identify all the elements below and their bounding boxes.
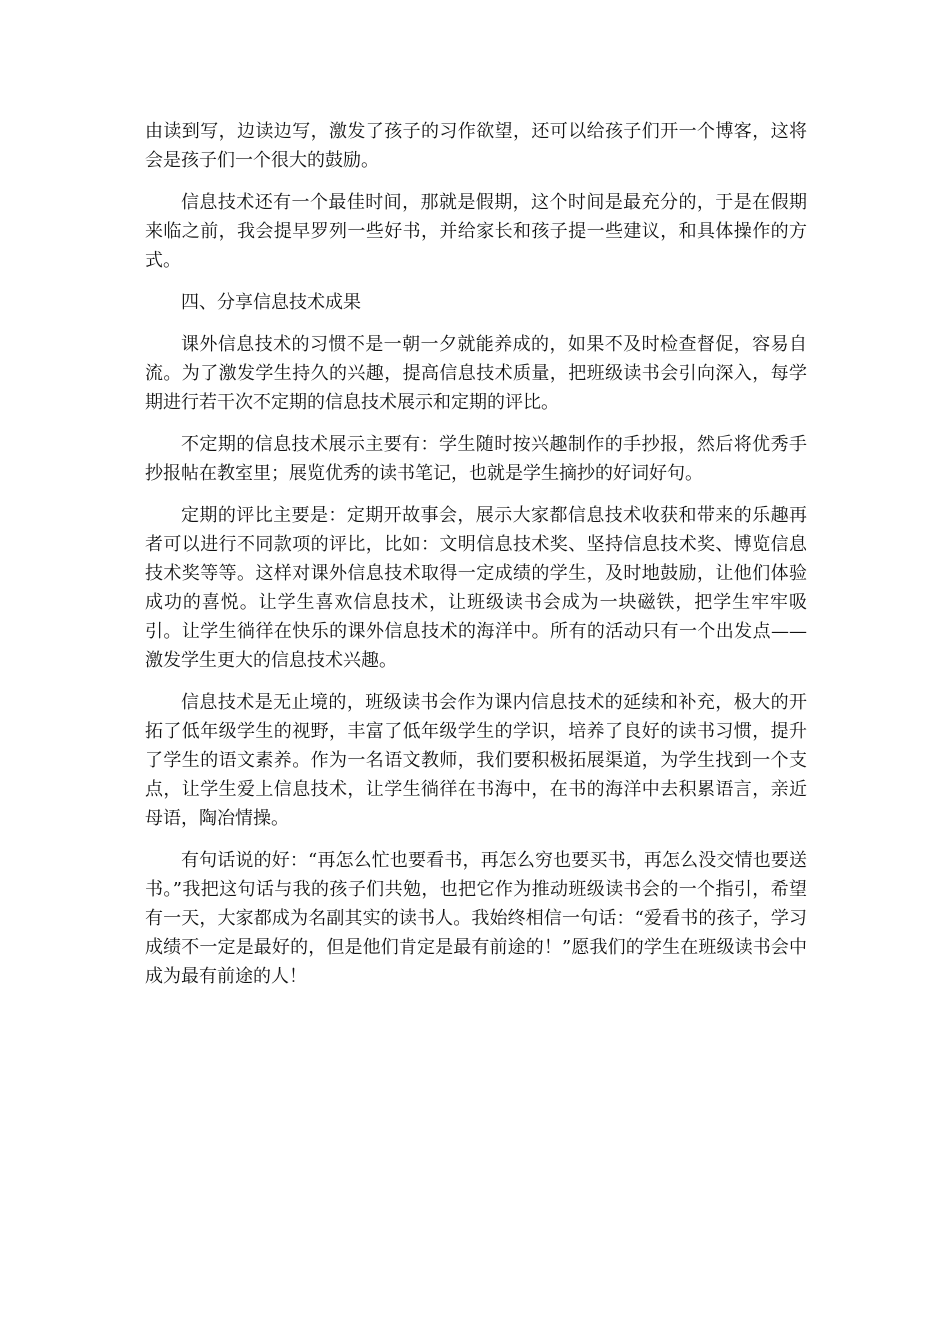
paragraph-reading-habits: 课外信息技术的习惯不是一朝一夕就能养成的，如果不及时检查督促，容易自流。为了激发学生持久的兴趣，提高信息技术质量，把班级读书会引向深入，每学期进行若干次不定期的信息技术展示和定期的评比。 xyxy=(145,334,807,413)
paragraph-continuation: 由读到写，边读边写，激发了孩子的习作欲望，还可以给孩子们开一个博客，这将会是孩子们一个很大的鼓励。 xyxy=(145,121,807,171)
paragraph-regular-evaluation: 定期的评比主要是：定期开故事会，展示大家都信息技术收获和带来的乐趣再者可以进行不同款项的评比，比如：文明信息技术奖、坚持信息技术奖、博览信息技术奖等等。这样对课外信息技术取得一定成绩的学生，及时地鼓励，让他们体验成功的喜悦。让学生喜欢信息技术，让班级读书会成为一块磁铁，把学生牢牢吸引。让学生徜徉在快乐的课外信息技术的海洋中。所有的活动只有一个出发点——激发学生更大的信息技术兴趣。 xyxy=(145,505,807,671)
paragraph-reading-endless: 信息技术是无止境的，班级读书会作为课内信息技术的延续和补充，极大的开拓了低年级学生的视野，丰富了低年级学生的学识，培养了良好的读书习惯，提升了学生的语文素养。作为一名语文教师，我们要积极拓展渠道，为学生找到一个支点，让学生爱上信息技术，让学生徜徉在书海中，在书的海洋中去积累语言，亲近母语，陶冶情操。 xyxy=(145,692,807,829)
document-body xyxy=(145,117,807,1004)
section-heading-share-results: 四、分享信息技术成果 xyxy=(181,292,361,313)
paragraph-holiday-reading: 信息技术还有一个最佳时间，那就是假期，这个时间是最充分的，于是在假期来临之前，我会提早罗列一些好书，并给家长和孩子提一些建议，和具体操作的方式。 xyxy=(145,192,807,271)
paragraph-closing-quote: 有句话说的好：“再怎么忙也要看书，再怎么穷也要买书，再怎么没交情也要送书。”我把这句话与我的孩子们共勉，也把它作为推动班级读书会的一个指引，希望有一天，大家都成为名副其实的读书人。我始终相信一句话：“爱看书的孩子，学习成绩不一定是最好的，但是他们肯定是最有前途的！”愿我们的学生在班级读书会中成为最有前途的人！ xyxy=(145,850,807,987)
paragraph-irregular-display: 不定期的信息技术展示主要有：学生随时按兴趣制作的手抄报，然后将优秀手抄报帖在教室里；展览优秀的读书笔记，也就是学生摘抄的好词好句。 xyxy=(145,434,807,484)
